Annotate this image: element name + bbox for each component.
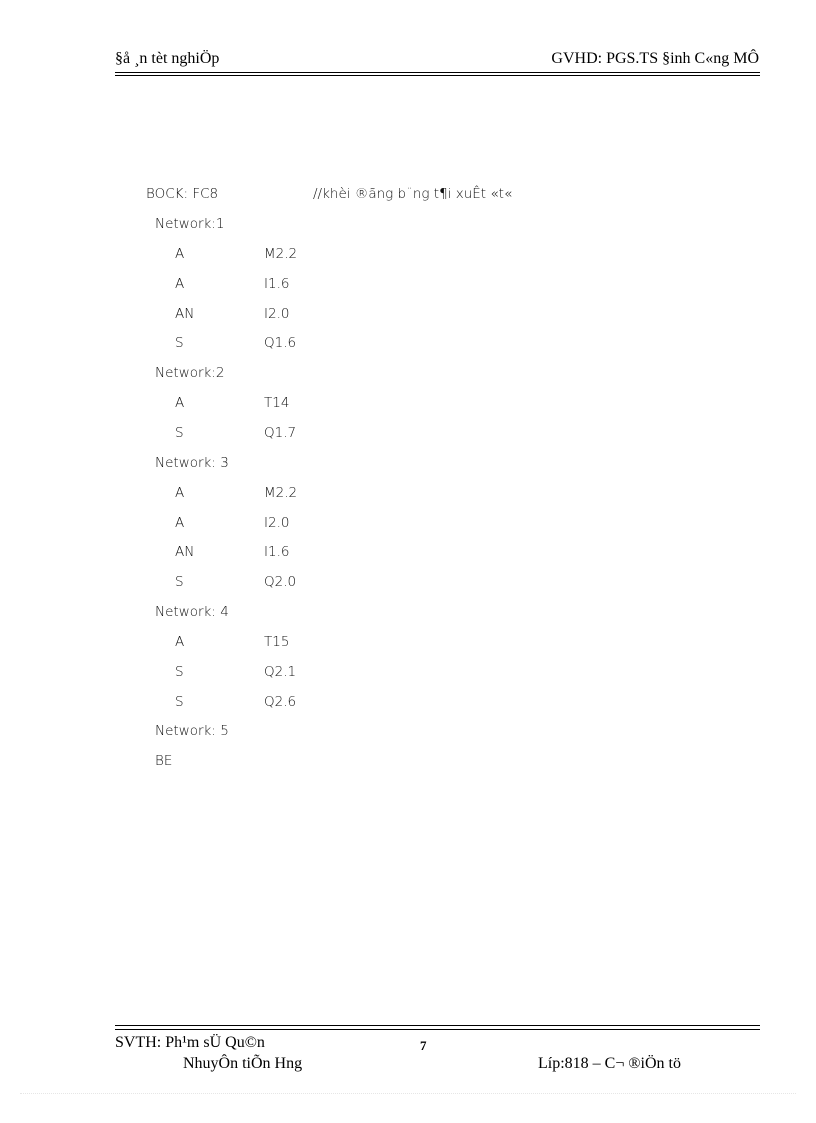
header-left-title: §å ¸n tèt nghiÖp xyxy=(115,50,220,67)
instruction-operand: I2.0 xyxy=(264,306,290,322)
block-title: BOCK: FC8 xyxy=(146,186,219,202)
instruction-operand: Q1.6 xyxy=(264,335,297,351)
instruction-opcode: A xyxy=(175,276,185,292)
instruction-operand: Q2.0 xyxy=(264,574,297,590)
instruction-opcode: AN xyxy=(175,306,195,322)
header-rule-bottom xyxy=(115,75,760,76)
header-right-advisor: GVHD: PGS.TS §inh C«ng MÔ xyxy=(551,50,759,67)
instruction-opcode: S xyxy=(175,664,184,680)
instruction-opcode: A xyxy=(175,395,185,411)
instruction-opcode: S xyxy=(175,335,184,351)
network-label: Network:2 xyxy=(155,365,225,381)
instruction-opcode: A xyxy=(175,485,185,501)
network-label: Network:1 xyxy=(155,216,225,232)
network-label: Network: 4 xyxy=(155,604,229,620)
instruction-opcode: S xyxy=(175,574,184,590)
network-label: Network: 3 xyxy=(155,455,229,471)
footer-class-info: Líp:818 – C¬ ®iÖn tö xyxy=(538,1055,681,1072)
instruction-operand: I2.0 xyxy=(264,515,290,531)
instruction-operand: T14 xyxy=(264,395,290,411)
instruction-opcode: A xyxy=(175,246,185,262)
instruction-opcode: S xyxy=(175,694,184,710)
instruction-opcode: AN xyxy=(175,544,195,560)
instruction-opcode: A xyxy=(175,515,185,531)
instruction-operand: M2.2 xyxy=(264,246,298,262)
instruction-opcode: S xyxy=(175,425,184,441)
instruction-operand: M2.2 xyxy=(264,485,298,501)
footer-student-2: NhuyÔn tiÕn Hng xyxy=(183,1055,303,1072)
block-comment: //khèi ®ãng b¨ng t¶i xuÊt «t« xyxy=(313,186,513,202)
instruction-opcode: A xyxy=(175,634,185,650)
instruction-operand: Q1.7 xyxy=(264,425,297,441)
footer-rule-top xyxy=(115,1025,760,1026)
footer-student-1: SVTH: Ph¹m sÜ Qu©n xyxy=(115,1034,265,1051)
instruction-operand: Q2.1 xyxy=(264,664,297,680)
footer-rule-bottom xyxy=(115,1029,760,1030)
network-label: BE xyxy=(155,753,173,769)
network-label: Network: 5 xyxy=(155,723,229,739)
instruction-operand: I1.6 xyxy=(264,276,290,292)
instruction-operand: I1.6 xyxy=(264,544,290,560)
page-edge-dotted-line xyxy=(20,1093,796,1094)
header-rule-top xyxy=(115,72,760,73)
instruction-operand: Q2.6 xyxy=(264,694,297,710)
page-number: 7 xyxy=(420,1038,427,1053)
instruction-operand: T15 xyxy=(264,634,290,650)
